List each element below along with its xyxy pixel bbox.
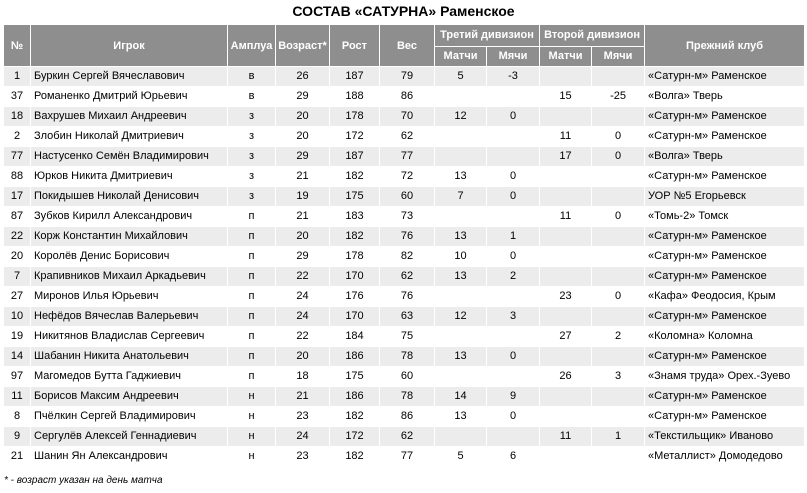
- table-row: [4, 107, 805, 127]
- cell-role: п: [228, 267, 276, 287]
- cell-second-matches: [540, 167, 592, 187]
- cell-age: 22: [276, 267, 330, 287]
- cell-second-matches: [540, 307, 592, 327]
- cell-second-goals: 0: [592, 207, 645, 227]
- cell-num: 18: [4, 107, 31, 127]
- cell-third-matches: 5: [435, 67, 487, 87]
- cell-prev-club: «Кафа» Феодосия, Крым: [645, 287, 805, 307]
- cell-role: п: [228, 347, 276, 367]
- cell-prev-club: «Сатурн-м» Раменское: [645, 387, 805, 407]
- cell-age: 29: [276, 147, 330, 167]
- cell-second-goals: 3: [592, 367, 645, 387]
- cell-third-goals: [487, 147, 540, 167]
- table-row: [4, 127, 805, 147]
- cell-player-name: Пчёлкин Сергей Владимирович: [31, 407, 228, 427]
- cell-second-goals: 0: [592, 147, 645, 167]
- cell-second-matches: 23: [540, 287, 592, 307]
- cell-second-goals: [592, 267, 645, 287]
- cell-weight: 63: [380, 307, 435, 327]
- cell-height: 178: [330, 107, 380, 127]
- cell-player-name: Миронов Илья Юрьевич: [31, 287, 228, 307]
- cell-role: п: [228, 367, 276, 387]
- cell-height: 178: [330, 247, 380, 267]
- cell-age: 24: [276, 287, 330, 307]
- cell-height: 186: [330, 347, 380, 367]
- cell-third-matches: [435, 207, 487, 227]
- table-row: [4, 447, 805, 467]
- cell-num: 21: [4, 447, 31, 467]
- cell-second-goals: -25: [592, 87, 645, 107]
- cell-weight: 62: [380, 267, 435, 287]
- cell-player-name: Борисов Максим Андреевич: [31, 387, 228, 407]
- cell-num: 10: [4, 307, 31, 327]
- table-body: [4, 67, 805, 467]
- cell-third-goals: [487, 327, 540, 347]
- cell-height: 187: [330, 67, 380, 87]
- cell-role: н: [228, 387, 276, 407]
- cell-second-goals: 2: [592, 327, 645, 347]
- cell-role: з: [228, 127, 276, 147]
- cell-third-goals: 0: [487, 247, 540, 267]
- cell-third-matches: 7: [435, 187, 487, 207]
- table-row: [4, 187, 805, 207]
- cell-prev-club: «Текстильщик» Иваново: [645, 427, 805, 447]
- cell-prev-club: «Сатурн-м» Раменское: [645, 227, 805, 247]
- cell-weight: 60: [380, 367, 435, 387]
- cell-num: 87: [4, 207, 31, 227]
- cell-second-matches: [540, 107, 592, 127]
- header-second-division: Второй дивизион: [540, 25, 645, 47]
- table-header: [4, 25, 805, 67]
- cell-age: 21: [276, 207, 330, 227]
- cell-age: 26: [276, 67, 330, 87]
- cell-age: 24: [276, 307, 330, 327]
- cell-weight: 73: [380, 207, 435, 227]
- cell-player-name: Корж Константин Михайлович: [31, 227, 228, 247]
- cell-second-goals: [592, 227, 645, 247]
- cell-second-goals: [592, 307, 645, 327]
- table-row: [4, 87, 805, 107]
- cell-num: 1: [4, 67, 31, 87]
- table-row: [4, 387, 805, 407]
- cell-age: 29: [276, 87, 330, 107]
- cell-second-matches: 27: [540, 327, 592, 347]
- cell-prev-club: «Волга» Тверь: [645, 147, 805, 167]
- cell-second-matches: 11: [540, 427, 592, 447]
- table-row: [4, 147, 805, 167]
- cell-third-goals: 1: [487, 227, 540, 247]
- table-row: [4, 367, 805, 387]
- cell-height: 182: [330, 227, 380, 247]
- cell-weight: 76: [380, 287, 435, 307]
- table-row: [4, 327, 805, 347]
- cell-third-goals: 0: [487, 167, 540, 187]
- cell-height: 172: [330, 427, 380, 447]
- cell-height: 188: [330, 87, 380, 107]
- cell-weight: 62: [380, 427, 435, 447]
- cell-second-goals: [592, 447, 645, 467]
- roster-table: [3, 24, 805, 467]
- cell-prev-club: «Сатурн-м» Раменское: [645, 67, 805, 87]
- cell-second-matches: [540, 227, 592, 247]
- cell-third-matches: [435, 147, 487, 167]
- table-row: [4, 427, 805, 447]
- table-row: [4, 247, 805, 267]
- cell-height: 186: [330, 387, 380, 407]
- cell-player-name: Романенко Дмитрий Юрьевич: [31, 87, 228, 107]
- cell-third-matches: [435, 367, 487, 387]
- header-player: Игрок: [31, 25, 228, 67]
- cell-second-matches: 11: [540, 127, 592, 147]
- cell-third-matches: 13: [435, 227, 487, 247]
- cell-third-matches: [435, 327, 487, 347]
- table-row: [4, 287, 805, 307]
- cell-player-name: Сергулёв Алексей Геннадиевич: [31, 427, 228, 447]
- cell-prev-club: «Металлист» Домодедово: [645, 447, 805, 467]
- cell-second-matches: [540, 347, 592, 367]
- cell-age: 29: [276, 247, 330, 267]
- cell-role: п: [228, 307, 276, 327]
- cell-third-matches: 13: [435, 167, 487, 187]
- cell-num: 19: [4, 327, 31, 347]
- cell-num: 9: [4, 427, 31, 447]
- cell-weight: 75: [380, 327, 435, 347]
- table-title: СОСТАВ «САТУРНА» Раменское: [292, 3, 515, 19]
- cell-third-matches: [435, 287, 487, 307]
- cell-second-matches: [540, 387, 592, 407]
- cell-prev-club: «Сатурн-м» Раменское: [645, 107, 805, 127]
- cell-third-goals: [487, 367, 540, 387]
- header-prev-club: Прежний клуб: [645, 25, 805, 67]
- table-row: [4, 207, 805, 227]
- cell-age: 21: [276, 167, 330, 187]
- cell-third-goals: [487, 87, 540, 107]
- cell-third-goals: [487, 207, 540, 227]
- cell-height: 170: [330, 307, 380, 327]
- cell-prev-club: «Сатурн-м» Раменское: [645, 407, 805, 427]
- cell-height: 175: [330, 367, 380, 387]
- cell-third-goals: 2: [487, 267, 540, 287]
- cell-height: 170: [330, 267, 380, 287]
- cell-num: 37: [4, 87, 31, 107]
- cell-second-goals: [592, 187, 645, 207]
- cell-height: 187: [330, 147, 380, 167]
- cell-second-matches: [540, 267, 592, 287]
- cell-third-goals: 6: [487, 447, 540, 467]
- cell-player-name: Королёв Денис Борисович: [31, 247, 228, 267]
- cell-third-goals: -3: [487, 67, 540, 87]
- header-role: Амплуа: [228, 25, 276, 67]
- cell-age: 20: [276, 127, 330, 147]
- cell-num: 22: [4, 227, 31, 247]
- cell-second-goals: [592, 247, 645, 267]
- cell-role: н: [228, 427, 276, 447]
- cell-age: 20: [276, 347, 330, 367]
- cell-prev-club: «Волга» Тверь: [645, 87, 805, 107]
- cell-prev-club: «Сатурн-м» Раменское: [645, 247, 805, 267]
- cell-third-goals: 9: [487, 387, 540, 407]
- cell-prev-club: «Знамя труда» Орех.-Зуево: [645, 367, 805, 387]
- cell-third-matches: 12: [435, 307, 487, 327]
- cell-height: 172: [330, 127, 380, 147]
- cell-role: н: [228, 447, 276, 467]
- cell-second-goals: 1: [592, 427, 645, 447]
- cell-second-goals: [592, 347, 645, 367]
- cell-role: в: [228, 67, 276, 87]
- cell-role: н: [228, 407, 276, 427]
- cell-height: 182: [330, 447, 380, 467]
- cell-num: 2: [4, 127, 31, 147]
- cell-weight: 82: [380, 247, 435, 267]
- cell-player-name: Юрков Никита Дмитриевич: [31, 167, 228, 187]
- header-height: Рост: [330, 25, 380, 67]
- cell-third-matches: 14: [435, 387, 487, 407]
- cell-third-goals: 3: [487, 307, 540, 327]
- cell-num: 77: [4, 147, 31, 167]
- cell-weight: 62: [380, 127, 435, 147]
- cell-second-goals: [592, 107, 645, 127]
- cell-third-matches: 13: [435, 347, 487, 367]
- header-third-matches: Матчи: [435, 46, 487, 67]
- cell-num: 8: [4, 407, 31, 427]
- cell-third-matches: [435, 427, 487, 447]
- cell-age: 21: [276, 387, 330, 407]
- cell-weight: 79: [380, 67, 435, 87]
- cell-second-goals: [592, 387, 645, 407]
- cell-second-matches: [540, 187, 592, 207]
- cell-prev-club: «Сатурн-м» Раменское: [645, 347, 805, 367]
- footnote: * - возраст указан на день матча: [4, 475, 163, 486]
- cell-second-matches: [540, 447, 592, 467]
- cell-third-matches: 13: [435, 407, 487, 427]
- cell-second-goals: [592, 167, 645, 187]
- cell-third-matches: 13: [435, 267, 487, 287]
- cell-player-name: Шанин Ян Александрович: [31, 447, 228, 467]
- cell-second-goals: [592, 407, 645, 427]
- cell-player-name: Настусенко Семён Владимирович: [31, 147, 228, 167]
- cell-num: 20: [4, 247, 31, 267]
- cell-role: п: [228, 227, 276, 247]
- table-row: [4, 267, 805, 287]
- header-second-matches: Матчи: [540, 46, 592, 67]
- cell-second-goals: 0: [592, 127, 645, 147]
- cell-role: з: [228, 147, 276, 167]
- table-row: [4, 227, 805, 247]
- cell-role: з: [228, 167, 276, 187]
- cell-height: 184: [330, 327, 380, 347]
- cell-prev-club: «Томь-2» Томск: [645, 207, 805, 227]
- cell-weight: 86: [380, 87, 435, 107]
- cell-role: п: [228, 207, 276, 227]
- cell-age: 20: [276, 107, 330, 127]
- cell-player-name: Зубков Кирилл Александрович: [31, 207, 228, 227]
- cell-third-goals: 0: [487, 347, 540, 367]
- cell-third-matches: 5: [435, 447, 487, 467]
- cell-age: 18: [276, 367, 330, 387]
- cell-player-name: Злобин Николай Дмитриевич: [31, 127, 228, 147]
- table-row: [4, 347, 805, 367]
- cell-height: 176: [330, 287, 380, 307]
- cell-age: 20: [276, 227, 330, 247]
- cell-player-name: Вахрушев Михаил Андреевич: [31, 107, 228, 127]
- cell-third-matches: 12: [435, 107, 487, 127]
- cell-weight: 86: [380, 407, 435, 427]
- cell-second-matches: 15: [540, 87, 592, 107]
- cell-age: 24: [276, 427, 330, 447]
- cell-height: 183: [330, 207, 380, 227]
- cell-player-name: Никитянов Владислав Сергеевич: [31, 327, 228, 347]
- cell-player-name: Шабанин Никита Анатольевич: [31, 347, 228, 367]
- cell-player-name: Буркин Сергей Вячеславович: [31, 67, 228, 87]
- cell-role: п: [228, 327, 276, 347]
- cell-prev-club: «Сатурн-м» Раменское: [645, 267, 805, 287]
- cell-third-goals: 0: [487, 187, 540, 207]
- cell-second-goals: 0: [592, 287, 645, 307]
- cell-second-matches: 17: [540, 147, 592, 167]
- cell-second-matches: 11: [540, 207, 592, 227]
- cell-weight: 72: [380, 167, 435, 187]
- cell-third-goals: [487, 127, 540, 147]
- cell-player-name: Покидышев Николай Денисович: [31, 187, 228, 207]
- cell-weight: 78: [380, 347, 435, 367]
- cell-age: 22: [276, 327, 330, 347]
- cell-weight: 70: [380, 107, 435, 127]
- cell-num: 11: [4, 387, 31, 407]
- cell-third-matches: [435, 127, 487, 147]
- cell-weight: 78: [380, 387, 435, 407]
- cell-second-matches: [540, 67, 592, 87]
- cell-role: з: [228, 107, 276, 127]
- cell-third-goals: 0: [487, 407, 540, 427]
- table-row: [4, 167, 805, 187]
- cell-prev-club: «Сатурн-м» Раменское: [645, 167, 805, 187]
- header-third-goals: Мячи: [487, 46, 540, 67]
- cell-num: 88: [4, 167, 31, 187]
- cell-role: п: [228, 247, 276, 267]
- header-age: Возраст*: [276, 25, 330, 67]
- table-row: [4, 307, 805, 327]
- cell-third-matches: [435, 87, 487, 107]
- cell-role: п: [228, 287, 276, 307]
- cell-role: з: [228, 187, 276, 207]
- cell-age: 23: [276, 447, 330, 467]
- cell-weight: 77: [380, 147, 435, 167]
- cell-second-matches: [540, 247, 592, 267]
- table-row: [4, 67, 805, 87]
- cell-age: 19: [276, 187, 330, 207]
- cell-third-matches: 10: [435, 247, 487, 267]
- cell-third-goals: [487, 287, 540, 307]
- cell-player-name: Крапивников Михаил Аркадьевич: [31, 267, 228, 287]
- header-num: №: [4, 25, 31, 67]
- header-second-goals: Мячи: [592, 46, 645, 67]
- cell-prev-club: «Сатурн-м» Раменское: [645, 307, 805, 327]
- cell-weight: 77: [380, 447, 435, 467]
- cell-age: 23: [276, 407, 330, 427]
- cell-second-matches: [540, 407, 592, 427]
- cell-num: 17: [4, 187, 31, 207]
- cell-weight: 76: [380, 227, 435, 247]
- cell-player-name: Нефёдов Вячеслав Валерьевич: [31, 307, 228, 327]
- cell-player-name: Магомедов Бутта Гаджиевич: [31, 367, 228, 387]
- cell-third-goals: 0: [487, 107, 540, 127]
- cell-num: 97: [4, 367, 31, 387]
- header-weight: Вес: [380, 25, 435, 67]
- cell-prev-club: «Коломна» Коломна: [645, 327, 805, 347]
- cell-third-goals: [487, 427, 540, 447]
- cell-second-matches: 26: [540, 367, 592, 387]
- cell-num: 27: [4, 287, 31, 307]
- cell-prev-club: УОР №5 Егорьевск: [645, 187, 805, 207]
- cell-second-goals: [592, 67, 645, 87]
- table-row: [4, 407, 805, 427]
- cell-role: в: [228, 87, 276, 107]
- cell-height: 175: [330, 187, 380, 207]
- cell-prev-club: «Сатурн-м» Раменское: [645, 127, 805, 147]
- cell-height: 182: [330, 407, 380, 427]
- header-third-division: Третий дивизион: [435, 25, 540, 47]
- cell-num: 14: [4, 347, 31, 367]
- cell-num: 7: [4, 267, 31, 287]
- cell-weight: 60: [380, 187, 435, 207]
- cell-height: 182: [330, 167, 380, 187]
